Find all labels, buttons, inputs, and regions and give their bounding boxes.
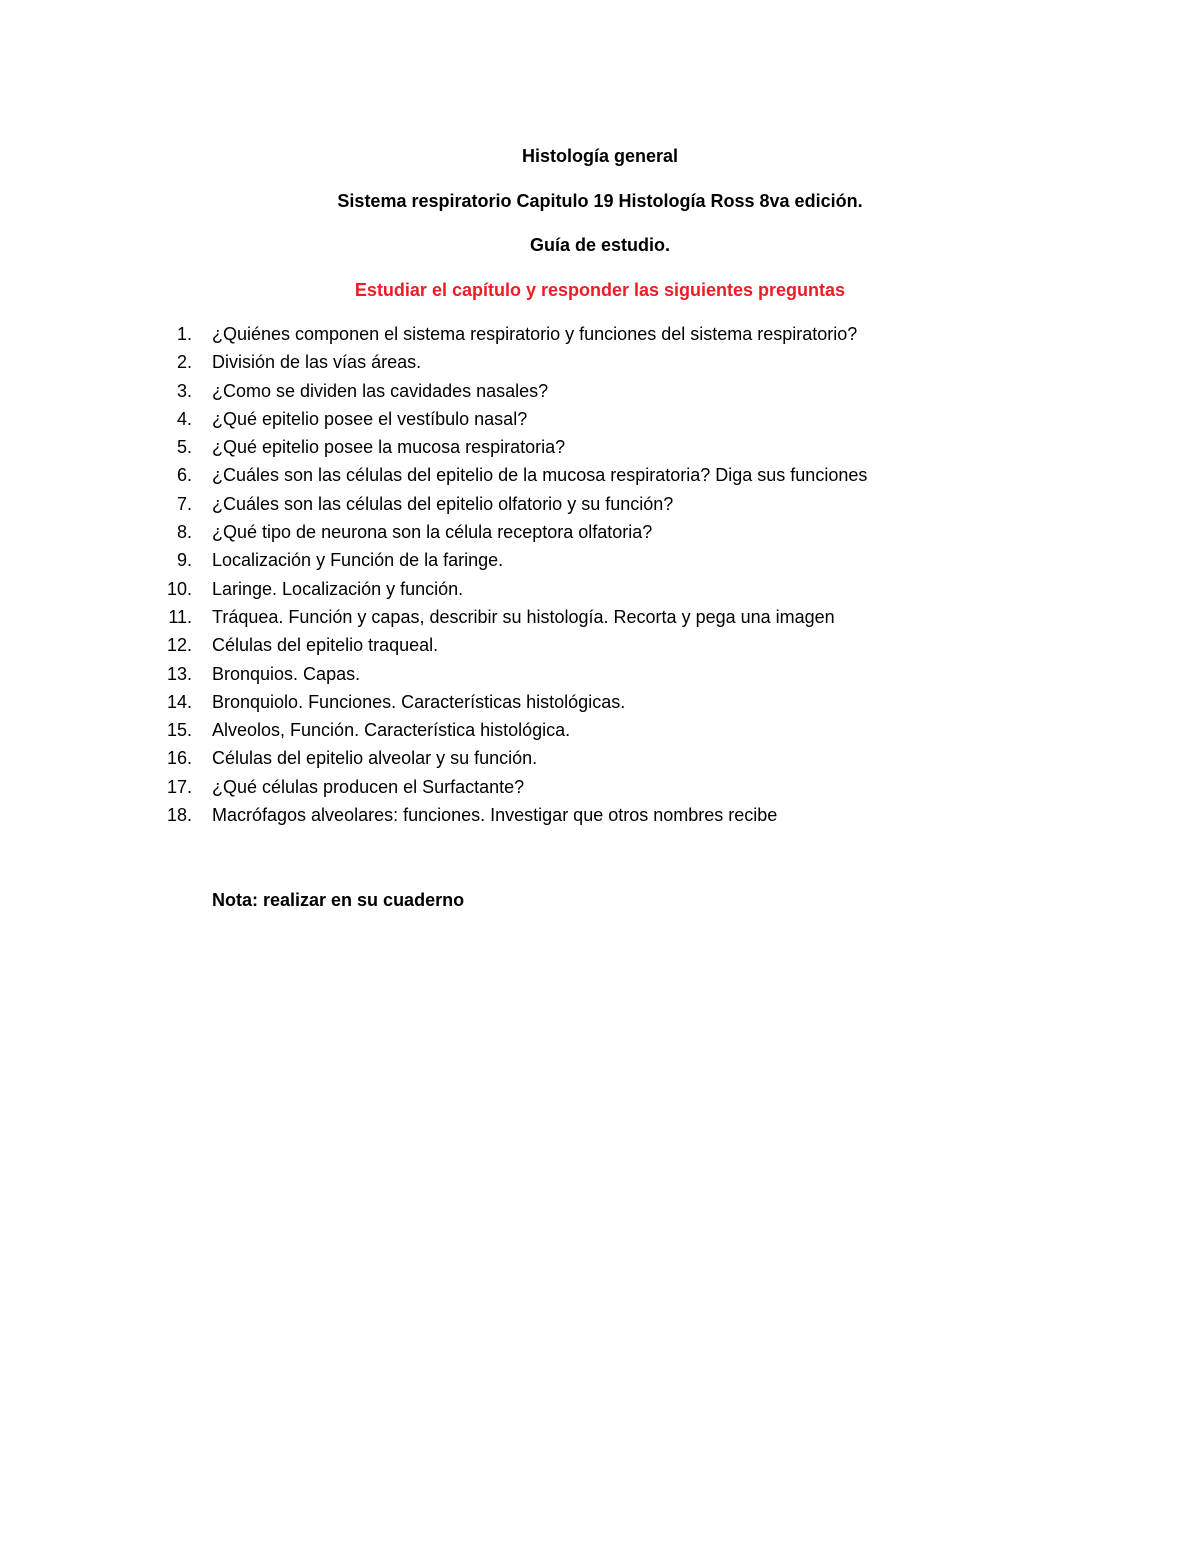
document-title: Histología general bbox=[521, 146, 679, 166]
question-number: 11. bbox=[168, 606, 192, 627]
question-item bbox=[140, 349, 1140, 377]
question-item bbox=[140, 632, 1140, 660]
question-number: 6. bbox=[176, 465, 192, 486]
question-item bbox=[140, 774, 1140, 802]
question-item bbox=[140, 462, 1140, 490]
question-number: 10. bbox=[166, 578, 192, 599]
study-guide-heading: Guía de estudio. bbox=[529, 235, 671, 255]
question-number: 14. bbox=[166, 691, 192, 712]
question-text: ¿Qué tipo de neurona son la célula receptora olfatoria? bbox=[212, 522, 653, 543]
document-subtitle: Sistema respiratorio Capitulo 19 Histología Ross 8va edición. bbox=[337, 191, 863, 211]
question-text: Bronquiolo. Funciones. Características histológicas. bbox=[212, 691, 626, 712]
question-number: 13. bbox=[166, 663, 192, 684]
question-number: 5. bbox=[176, 437, 192, 458]
question-item bbox=[140, 661, 1140, 689]
instruction-text: Estudiar el capítulo y responder las siguientes preguntas bbox=[354, 280, 846, 300]
question-text: Células del epitelio traqueal. bbox=[212, 635, 439, 656]
question-item bbox=[140, 576, 1140, 604]
question-text: Macrófagos alveolares: funciones. Investigar que otros nombres recibe bbox=[212, 805, 778, 826]
questions-list bbox=[140, 321, 1140, 830]
question-number: 16. bbox=[166, 748, 192, 769]
question-text: ¿Cuáles son las células del epitelio de la mucosa respiratoria? Diga sus funciones bbox=[212, 465, 868, 486]
question-text: División de las vías áreas. bbox=[212, 352, 422, 373]
question-item bbox=[140, 604, 1140, 632]
question-text: Células del epitelio alveolar y su función. bbox=[212, 748, 538, 769]
question-text: ¿Qué epitelio posee el vestíbulo nasal? bbox=[212, 408, 528, 429]
question-number: 2. bbox=[176, 352, 192, 373]
question-item bbox=[140, 689, 1140, 717]
question-text: ¿Quiénes componen el sistema respiratorio y funciones del sistema respiratorio? bbox=[212, 324, 858, 344]
question-item bbox=[140, 434, 1140, 462]
question-item bbox=[140, 547, 1140, 575]
question-number: 12. bbox=[166, 635, 192, 656]
question-number: 4. bbox=[176, 408, 192, 429]
question-item bbox=[140, 321, 1140, 349]
question-number: 8. bbox=[176, 522, 192, 543]
question-number: 9. bbox=[176, 550, 192, 571]
question-text: Localización y Función de la faringe. bbox=[212, 550, 504, 571]
question-item bbox=[140, 519, 1140, 547]
question-text: Bronquios. Capas. bbox=[212, 663, 361, 684]
question-item bbox=[140, 406, 1140, 434]
question-item bbox=[140, 378, 1140, 406]
question-item bbox=[140, 745, 1140, 773]
question-text: ¿Como se dividen las cavidades nasales? bbox=[212, 380, 549, 401]
question-number: 18. bbox=[166, 805, 192, 826]
question-text: ¿Qué epitelio posee la mucosa respiratoria? bbox=[212, 437, 566, 458]
question-item bbox=[140, 491, 1140, 519]
question-text: ¿Qué células producen el Surfactante? bbox=[212, 776, 525, 797]
note-text: Nota: realizar en su cuaderno bbox=[212, 890, 465, 910]
question-text: ¿Cuáles son las células del epitelio olfatorio y su función? bbox=[212, 493, 674, 514]
question-text: Laringe. Localización y función. bbox=[212, 578, 464, 599]
question-number: 3. bbox=[176, 380, 192, 401]
question-number: 7. bbox=[176, 493, 192, 514]
question-number: 1. bbox=[176, 324, 192, 344]
question-number: 17. bbox=[166, 776, 192, 797]
question-text: Tráquea. Función y capas, describir su histología. Recorta y pega una imagen bbox=[212, 606, 835, 627]
question-number: 15. bbox=[166, 720, 192, 741]
question-text: Alveolos, Función. Característica histológica. bbox=[212, 720, 571, 741]
question-item bbox=[140, 717, 1140, 745]
question-item bbox=[140, 802, 1140, 830]
